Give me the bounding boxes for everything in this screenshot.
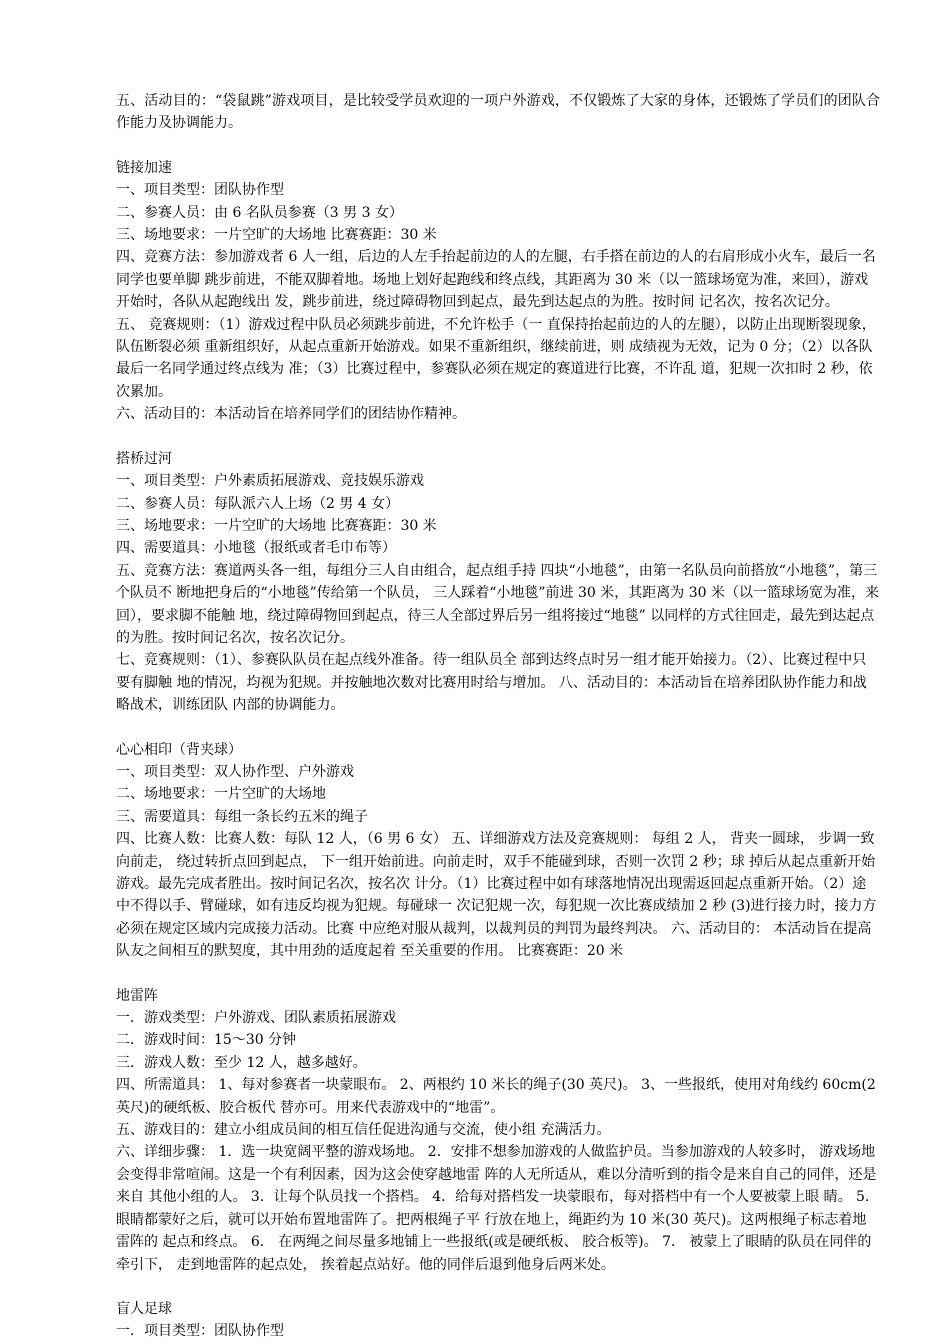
intro-paragraph: 五、活动目的：“袋鼠跳”游戏项目，是比较受学员欢迎的一项户外游戏，不仅锻炼了大家的身体，还锻炼了学员们的团队合作能力及协调能力。: [116, 93, 880, 132]
section-line: 六、详细步骤： 1．选一块宽阔平整的游戏场地。 2．安排不想参加游戏的人做监护员。当参加游戏的人较多时， 游戏场地会变得非常喧闹。这是一个有利因素，因为这会使穿越地雷 阵的人无所适从，难以分清听到的指令是来自自己的同伴，还是来自 其他小组的人。 3．让每个队员找一个搭档。 4．给每对搭档发一块蒙眼布，每对搭档中有一个人要被蒙上眼 睛。 5．眼睛都蒙好之后，就可以开始布置地雷阵了。把两根绳子平 行放在地上，绳距约为 10 米(30 英尺)。这两根绳子标志着地雷阵的 起点和终点。 6． 在两绳之间尽量多地铺上一些报纸(或是硬纸板、 胶合板等)。 7． 被蒙上了眼睛的队员在同伴的牵引下， 走到地雷阵的起点处， 挨着起点站好。他的同伴后退到他身后两米处。: [116, 1144, 879, 1273]
section-line: 四、竞赛方法：参加游戏者 6 人一组，后边的人左手抬起前边的人的左腿，右手搭在前边的人的右肩形成小火车，最后一名同学也要单脚 跳步前进，不能双脚着地。场地上划好起跑线和终点线，其距离为 30 米（以一篮球场宽为准，来回），游戏开始时，各队从起跑线出 发，跳步前进，绕过障碍物回到起点，最先到达起点的为胜。按时间 记名次，按名次记分。: [116, 249, 876, 311]
section-line: 三、需要道具：每组一条长约五米的绳子: [116, 808, 368, 825]
section-title: 搭桥过河: [116, 450, 172, 467]
document-page: [116, 90, 880, 1343]
section-line: 五、 竞赛规则：（1）游戏过程中队员必须跳步前进，不允许松手（一 直保持抬起前边的人的左腿），以防止出现断裂现象，队伍断裂必须 重新组织好，从起点重新开始游戏。如果不重新组织，继续前进，则 成绩视为无效，记为 0 分；（2）以各队最后一名同学通过终点线为 准；（3）比赛过程中，参赛队必须在规定的赛道进行比赛，不许乱 道，犯规一次扣时 2 秒，依次累加。: [116, 316, 876, 400]
section-line: 四、需要道具：小地毯（报纸或者毛巾布等）: [116, 540, 396, 557]
section-line: 四、比赛人数：比赛人数：每队 12 人，（6 男 6 女） 五、详细游戏方法及竞赛规则： 每组 2 人， 背夹一圆球， 步调一致向前走， 绕过转折点回到起点， 下一组开始前进。向前走时，双手不能碰到球，否则一次罚 2 秒；球 掉后从起点重新开始游戏。最先完成者胜出。按时间记名次，按名次 计分。（1）比赛过程中如有球落地情况出现需返回起点重新开始。（2）途中不得以手、臂碰球，如有违反均视为犯规。每碰球一 次记犯规一次，每犯规一次比赛成绩加 2 秒 (3)进行接力时，接力方必须在规定区域内完成接力活动。比赛 中应绝对服从裁判，以裁判员的判罚为最终判决。 六、活动目的： 本活动旨在提高队友之间相互的默契度，其中用劲的适度起着 至关重要的作用。 比赛赛距：20 米: [116, 831, 877, 960]
section-back-ball: [116, 739, 880, 963]
section-line: 五、游戏目的：建立小组成员间的相互信任促进沟通与交流，使小组 充满活力。: [116, 1122, 611, 1139]
section-line: 五、竞赛方法：赛道两头各一组，每组分三人自由组合，起点组手持 四块“小地毯”，由第一名队员向前搭放“小地毯”，第三个队员不 断地把身后的“小地毯”传给第一个队员， 三人踩着“小地毯”前进 30 米，其距离为 30 米（以一篮球场宽为准，来回），要求脚不能触 地，绕过障碍物回到起点，待三人全部过界后另一组将接过“地毯” 以同样的方式往回走，最先到达起点的为胜。按时间记名次，按名次记分。: [116, 562, 879, 646]
section-line: 一．项目类型：团队协作型: [116, 1323, 284, 1340]
section-title: 盲人足球: [116, 1300, 172, 1317]
section-line: 六、活动目的：本活动旨在培养同学们的团结协作精神。: [116, 406, 466, 423]
section-line: 三．游戏人数：至少 12 人，越多越好。: [116, 1054, 367, 1071]
section-line: 二、参赛人员：由 6 名队员参赛（3 男 3 女）: [116, 204, 403, 221]
section-line: 四、所需道具： 1、每对参赛者一块蒙眼布。 2、两根约 10 米长的绳子(30 英尺)。 3、一些报纸，使用对角线约 60cm(2 英尺)的硬纸板、胶合板代 替亦可。用来代表游戏中的“地雷”。: [116, 1077, 876, 1116]
section-title: 链接加速: [116, 159, 172, 176]
section-blind-football: [116, 1298, 880, 1343]
section-line: 二、参赛人员：每队派六人上场（2 男 4 女）: [116, 495, 400, 512]
section-bridge-crossing: [116, 448, 880, 717]
section-line: 一、项目类型：户外素质拓展游戏、竞技娱乐游戏: [116, 473, 424, 490]
section-line: 一．游戏类型：户外游戏、团队素质拓展游戏: [116, 1010, 396, 1027]
section-title: 地雷阵: [116, 987, 158, 1004]
section-line: 二．游戏时间：15～30 分钟: [116, 1032, 297, 1049]
section-title: 心心相印（背夹球）: [116, 741, 242, 758]
section-line: 一、项目类型：团队协作型: [116, 182, 284, 199]
intro-block: [116, 90, 880, 135]
section-line: 三、场地要求：一片空旷的大场地 比赛赛距：30 米: [116, 517, 437, 534]
section-line: 三、场地要求：一片空旷的大场地 比赛赛距：30 米: [116, 227, 437, 244]
section-minefield: [116, 985, 880, 1276]
section-line: 二、场地要求：一片空旷的大场地: [116, 786, 326, 803]
section-line: 七、竞赛规则：（1）、参赛队队员在起点线外准备。待一组队员全 部到达终点时另一组才能开始接力。（2）、比赛过程中只要有脚触 地的情况，均视为犯规。并按触地次数对比赛用时给与增加。 八、活动目的：本活动旨在培养团队协作能力和战略战术，训练团队 内部的协调能力。: [116, 652, 867, 714]
section-line: 一、项目类型：双人协作型、户外游戏: [116, 763, 354, 780]
section-relay-speed: [116, 157, 880, 426]
